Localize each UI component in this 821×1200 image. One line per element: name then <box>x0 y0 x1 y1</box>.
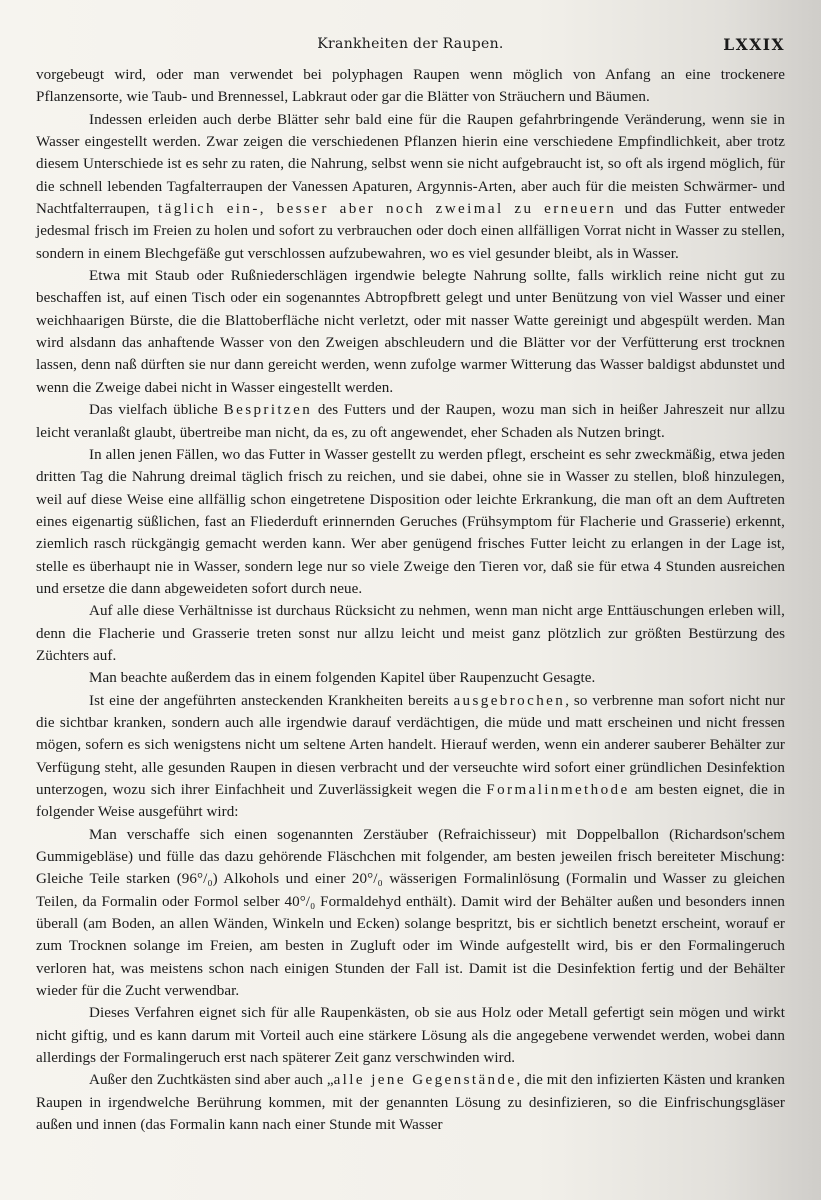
paragraph <box>36 64 785 109</box>
text-run: Dieses Verfahren eignet sich für alle Raupenkästen, ob sie aus Holz oder Metall gefertigt sein mögen und wirkt nicht giftig, und es kann darum mit Vorteil auch eine stärkere Lösung als die angegebene verwendet werden, wobei dann allerdings der Formalingeruch erst nach späterer Zeit ganz verschwinden wird. <box>36 1005 785 1067</box>
emphasized-text: ausgebrochen <box>453 692 566 709</box>
text-run: Außer den Zuchtkästen sind aber auch „ <box>89 1072 334 1089</box>
paragraph <box>36 667 785 689</box>
text-run: Man verschaffe sich einen sogenannten Zerstäuber (Refraichisseur) mit Doppelballon (Richardson'schem Gummigebläse) und fülle das dazu gehörende Fläschchen mit folgender, am besten jeweilen frisch bereiteter Mischung: Gleiche Teile starken (96°/₀) Alkohols und einer 20°/₀ wässerigen Formalinlösung (Formalin und Wasser zu gleichen Teilen, da Formalin oder Formol selber 40°/₀ Formaldehyd enthält). Damit wird der Behälter außen und besonders innen überall (am Boden, an allen Wänden, Winkeln und Ecken) solange bespritzt, bis er sichtlich benetzt erscheint, worauf er zum Trocknen solange im Freien, am besten in Zugluft oder im Winde aufgestellt wird, bis er den Formalingeruch verloren hat, was meistens schon nach einigen Stunden der Fall ist. Damit ist die Desinfektion fertig und der Behälter wieder für die Zucht verwendbar. <box>36 826 785 1000</box>
body-text <box>36 64 785 1137</box>
text-run: vorgebeugt wird, oder man verwendet bei polyphagen Raupen wenn möglich von Anfang an eine trockenere Pflanzensorte, wie Taub- und Brennessel, Labkraut oder gar die Blätter von Sträuchern und Bäumen. <box>36 67 785 106</box>
paragraph <box>36 1002 785 1069</box>
text-run: Das vielfach übliche <box>89 402 224 419</box>
running-title: Krankheiten der Raupen. <box>317 36 504 52</box>
paragraph <box>36 444 785 600</box>
paragraph <box>36 824 785 1003</box>
page-number: LXXIX <box>723 35 785 54</box>
text-run: , so verbrenne man sofort nicht nur die sichtbar kranken, sondern auch alle irgendwie darauf verdächtigen, die müde und matt erscheinen und nicht fressen mögen, sofern es sich wenigstens nicht um seltene Arten handelt. Hierauf werden, wenn ein anderer sauberer Behälter zur Verfügung steht, alle gesunden Raupen in diesen verbracht und der verseuchte wird sofort einer gründlichen Desinfektion unterzogen, wozu sich ihrer Einfachheit und Zuverlässigkeit wegen die <box>36 692 785 798</box>
text-run: und das Futter entweder jedesmal frisch im Freien zu holen und sofort zu verbrauchen oder doch einen allfälligen Vorrat nicht in Wasser zu stellen, sondern in einem Blechgefäße gut verschlossen aufzubewahren, wo es viel gesunder bleibt, als in Wasser. <box>36 201 785 262</box>
text-run: In allen jenen Fällen, wo das Futter in Wasser gestellt zu werden pflegt, erscheint es sehr zweckmäßig, etwa jeden dritten Tag die Nahrung dreimal täglich frisch zu reichen, und sie dabei, ohne sie in Wasser zu stellen, bloß hinzulegen, weil auf diese Weise eine allfällig schon eingetretene Disposition oder leichte Erkrankung, die man oft an dem Auftreten eines eigenartig süßlichen, fast an Fliederduft erinnernden Geruches (Frühsymptom für Flacherie und Grasserie) erkennt, ziemlich rasch rückgängig gemacht werden kann. Wer aber genügend frisches Futter leicht zu erlangen in der Lage ist, stelle es überhaupt nie in Wasser, sondern lege nur so viele Zweige den Tieren vor, daß sie für etwa 4 Stunden ausreichen und ersetze die dann abgeweideten sofort durch neue. <box>36 446 785 597</box>
paragraph <box>36 399 785 444</box>
text-run: Indessen erleiden auch derbe Blätter sehr bald eine für die Raupen gefahrbringende Veränderung, wenn sie in Wasser eingestellt werden. Zwar zeigen die verschiedenen Pflanzen hierin eine verschiedene Empfindlichkeit, aber trotz diesem Unterschiede ist es sehr zu raten, die Nahrung, selbst wenn sie nicht aufgebraucht ist, so oft als irgend möglich, für die schnell lebenden Tagfalterraupen der Vanessen Apaturen, Argynnis-Arten, aber auch für die meisten Schwärmer- und Nachtfalterraupen, <box>36 111 785 218</box>
text-run: Auf alle diese Verhältnisse ist durchaus Rücksicht zu nehmen, wenn man nicht arge Enttäuschungen erleben will, denn die Flacherie und Grasserie treten sonst nur allzu leicht und meist ganz plötzlich zur größten Bestürzung des Züchters auf. <box>36 603 785 664</box>
text-run: Ist eine der angeführten ansteckenden Krankheiten bereits <box>89 692 454 709</box>
paragraph <box>36 690 785 824</box>
paragraph <box>36 600 785 667</box>
paragraph <box>36 109 785 265</box>
text-run: Man beachte außerdem das in einem folgenden Kapitel über Raupenzucht Gesagte. <box>89 670 596 687</box>
text-run: am besten eignet, die in folgender Weise ausgeführt wird: <box>36 782 785 821</box>
text-run: des Futters und der Raupen, wozu man sich in heißer Jahreszeit nur allzu leicht veranlaßt glaubt, übertreibe man nicht, da es, zu oft angewendet, eher Schaden als Nutzen bringt. <box>36 402 786 441</box>
emphasized-text: täglich ein-, besser aber noch zweimal zu erneuern <box>158 201 617 218</box>
emphasized-text: Formalinmethode <box>486 782 630 798</box>
text-run: Etwa mit Staub oder Rußniederschlägen irgendwie belegte Nahrung sollte, falls wirklich reine nicht gut zu beschaffen ist, auf einen Tisch oder ein sogenanntes Abtropfbrett gelegt und unter Benützung von viel Wasser und einer weichhaarigen Bürste, die die Blattoberfläche nicht verletzt, oder mit nasser Watte gereinigt und abgespült werden. Man wird alsdann das anhaftende Wasser von den Zweigen abschleudern und die Blätter vor der Verfütterung erst trocknen lassen, denn naß dürften sie nur dann gereicht werden, wenn zufolge warmer Witterung das Wasser baldigst abdunstet und wenn die Zweige dabei nicht in Wasser eingestellt werden. <box>36 268 785 396</box>
emphasized-text: Bespritzen <box>223 402 313 419</box>
page-header <box>36 36 785 64</box>
paragraph <box>36 1069 785 1136</box>
text-run: , die mit den infizierten Kästen und kranken Raupen in irgendwelche Berührung kommen, mit der genannten Lösung zu desinfizieren, so die Einfrischungsgläser außen und innen (das Formalin kann nach einer Stunde mit Wasser <box>36 1072 785 1134</box>
emphasized-text: alle jene Gegenstände <box>333 1072 517 1089</box>
paragraph <box>36 265 785 399</box>
